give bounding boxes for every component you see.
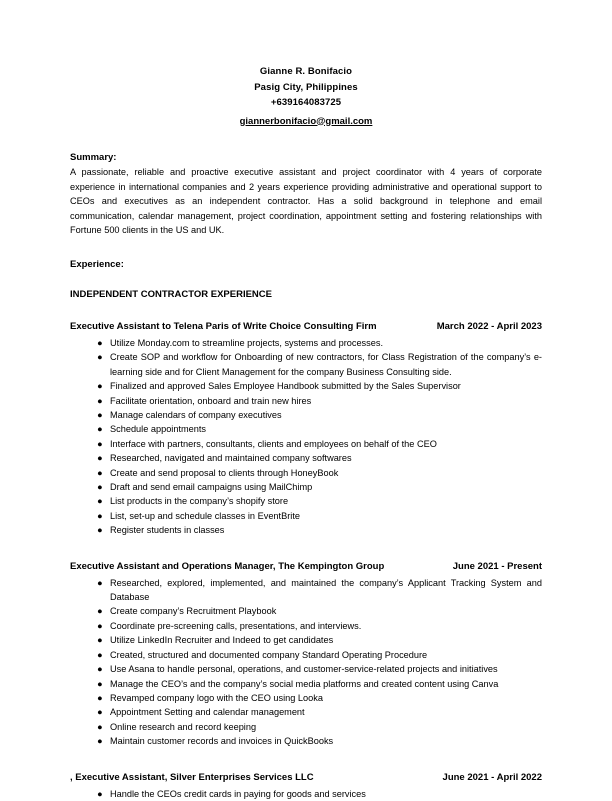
job-bullet bbox=[70, 336, 542, 350]
job-bullet-text: Facilitate orientation, onboard and train new hires bbox=[110, 395, 312, 406]
candidate-location: Pasig City, Philippines bbox=[254, 81, 358, 93]
bullet-icon: ● bbox=[97, 606, 103, 617]
job-bullet-text: Schedule appointments bbox=[110, 424, 207, 435]
job-bullet-text: Appointment Setting and calendar management bbox=[110, 707, 305, 718]
job-bullet bbox=[70, 394, 542, 408]
job-bullet-text: List, set-up and schedule classes in EventBrite bbox=[110, 510, 300, 521]
job-bullet-text: Finalized and approved Sales Employee Handbook submitted by the Sales Supervisor bbox=[110, 381, 461, 392]
job-bullet-text: Manage the CEO’s and the company’s social media platforms and created content using Canva bbox=[110, 678, 499, 689]
bullet-icon: ● bbox=[97, 707, 103, 718]
job-bullet-text: Researched, navigated and maintained company softwares bbox=[110, 453, 352, 464]
bullet-icon: ● bbox=[97, 525, 103, 536]
job-header bbox=[70, 560, 542, 574]
job-bullet bbox=[70, 619, 542, 633]
job-bullet-text: Maintain customer records and invoices in QuickBooks bbox=[110, 736, 334, 747]
job-bullet-text: Revamped company logo with the CEO using Looka bbox=[110, 692, 323, 703]
bullet-icon: ● bbox=[97, 678, 103, 689]
job-bullet bbox=[70, 509, 542, 523]
bullet-icon: ● bbox=[97, 788, 103, 799]
bullet-icon: ● bbox=[97, 467, 103, 478]
job-bullet-list bbox=[70, 336, 542, 538]
job-entry bbox=[70, 560, 542, 749]
job-bullet-text: Online research and record keeping bbox=[110, 721, 257, 732]
job-bullet-text: Create SOP and workflow for Onboarding of new contractors, for Class Registration of the company’s e-learning side and for Client Management for the company Business Consulting side. bbox=[110, 352, 542, 377]
job-bullet bbox=[70, 422, 542, 436]
job-bullet bbox=[70, 494, 542, 508]
job-dates: June 2021 - Present bbox=[452, 560, 542, 572]
bullet-icon: ● bbox=[97, 664, 103, 675]
bullet-icon: ● bbox=[97, 510, 103, 521]
job-bullet bbox=[70, 523, 542, 537]
experience-label: Experience: bbox=[70, 258, 124, 270]
job-bullet-text: Manage calendars of company executives bbox=[110, 410, 282, 420]
job-dates: June 2021 - April 2022 bbox=[442, 771, 542, 783]
job-bullet-text: Interface with partners, consultants, clients and employees on behalf of the CEO bbox=[110, 438, 437, 449]
job-bullet-text: Use Asana to handle personal, operations, and customer-service-related projects and initiatives bbox=[110, 664, 498, 675]
bullet-icon: ● bbox=[97, 410, 103, 420]
job-bullet bbox=[70, 408, 542, 422]
job-entry bbox=[70, 320, 542, 538]
job-bullet-text: List products in the company’s shopify store bbox=[110, 496, 289, 507]
job-bullet-text: Created, structured and documented company Standard Operating Procedure bbox=[110, 649, 428, 660]
bullet-icon: ● bbox=[97, 577, 103, 588]
independent-contractor-heading: INDEPENDENT CONTRACTOR EXPERIENCE bbox=[70, 288, 272, 300]
bullet-icon: ● bbox=[97, 337, 103, 348]
bullet-icon: ● bbox=[97, 381, 103, 392]
job-bullet-text: Create company’s Recruitment Playbook bbox=[110, 606, 277, 617]
job-entry bbox=[70, 771, 542, 801]
job-bullet bbox=[70, 466, 542, 480]
bullet-icon: ● bbox=[97, 424, 103, 435]
job-title: , Executive Assistant, Silver Enterprises Services LLC bbox=[70, 771, 314, 783]
bullet-icon: ● bbox=[97, 649, 103, 660]
job-bullet bbox=[70, 720, 542, 734]
job-bullet bbox=[70, 633, 542, 647]
job-bullet bbox=[70, 787, 542, 801]
job-bullet bbox=[70, 677, 542, 691]
job-bullet bbox=[70, 734, 542, 748]
job-bullet bbox=[70, 480, 542, 494]
job-bullet-text: Utilize LinkedIn Recruiter and Indeed to get candidates bbox=[110, 635, 334, 646]
summary-label: Summary: bbox=[70, 152, 117, 163]
job-bullet bbox=[70, 451, 542, 465]
bullet-icon: ● bbox=[97, 496, 103, 507]
job-bullet-text: Utilize Monday.com to streamline projects, systems and processes. bbox=[110, 337, 384, 348]
bullet-icon: ● bbox=[97, 635, 103, 646]
job-bullet bbox=[70, 691, 542, 705]
bullet-icon: ● bbox=[97, 482, 103, 493]
bullet-icon: ● bbox=[97, 453, 103, 464]
job-bullet bbox=[70, 437, 542, 451]
job-bullet bbox=[70, 604, 542, 618]
bullet-icon: ● bbox=[97, 736, 103, 747]
job-bullet bbox=[70, 576, 542, 605]
job-bullet bbox=[70, 648, 542, 662]
candidate-email-link[interactable]: giannerbonifacio@gmail.com bbox=[239, 115, 373, 127]
candidate-name: Gianne R. Bonifacio bbox=[259, 66, 353, 77]
summary-paragraph: A passionate, reliable and proactive executive assistant and project coordinator with 4 years of corporate experience in international companies and 2 years experience providing administrative and operational support to CEOs and executives as an independent contractor. Has a solid background in telephone and email communication, calendar management, project coordination, appointment setting and fostering relationships with Fortune 500 clients in the US and UK. bbox=[70, 167, 542, 236]
job-bullet-text: Create and send proposal to clients through HoneyBook bbox=[110, 467, 339, 478]
document-body bbox=[70, 0, 542, 801]
bullet-icon: ● bbox=[97, 352, 103, 363]
job-header bbox=[70, 771, 542, 785]
job-bullet bbox=[70, 350, 542, 379]
job-bullet-list bbox=[70, 787, 542, 801]
bullet-icon: ● bbox=[97, 395, 103, 406]
bullet-icon: ● bbox=[97, 721, 103, 732]
job-bullet-text: Coordinate pre-screening calls, presentations, and interviews. bbox=[110, 620, 362, 631]
bullet-icon: ● bbox=[97, 620, 103, 631]
job-header bbox=[70, 320, 542, 334]
job-bullet-text: Draft and send email campaigns using MailChimp bbox=[110, 482, 313, 493]
job-spacer bbox=[70, 538, 542, 560]
job-spacer bbox=[70, 749, 542, 771]
job-bullet bbox=[70, 705, 542, 719]
candidate-phone: +639164083725 bbox=[270, 97, 342, 108]
job-list bbox=[70, 320, 542, 801]
job-bullet-list bbox=[70, 576, 542, 749]
job-title: Executive Assistant to Telena Paris of Write Choice Consulting Firm bbox=[70, 320, 377, 332]
job-bullet-text: Researched, explored, implemented, and maintained the company’s Applicant Tracking System and Database bbox=[110, 577, 542, 603]
bullet-icon: ● bbox=[97, 438, 103, 449]
contact-header bbox=[70, 0, 542, 129]
job-bullet bbox=[70, 662, 542, 676]
job-title: Executive Assistant and Operations Manager, The Kempington Group bbox=[70, 560, 385, 572]
bullet-icon: ● bbox=[97, 692, 103, 703]
job-bullet bbox=[70, 379, 542, 393]
job-dates: March 2022 - April 2023 bbox=[436, 320, 542, 332]
job-bullet-text: Register students in classes bbox=[110, 525, 225, 536]
job-bullet-text: Handle the CEOs credit cards in paying for goods and services bbox=[110, 788, 366, 799]
